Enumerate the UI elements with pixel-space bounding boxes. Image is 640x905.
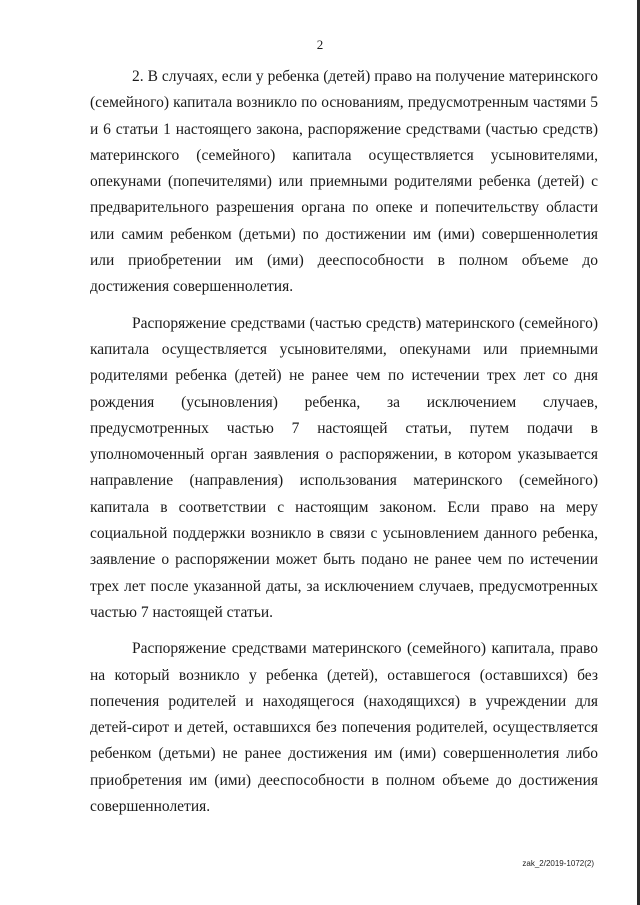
document-body <box>90 64 598 830</box>
paragraph-guardian-disposal: Распоряжение средствами (частью средств) материнского (семейного) капитала осуществляется усыновителями, опекунами или приемными родителями ребенка (детей) не ранее чем по истечении трех лет со дня рождения (усыновления) ребенка, за исключением случаев, предусмотренных частью 7 настоящей статьи, путем подачи в уполномоченный орган заявления о распоряжении, в котором указывается направление (направления) использования материнского (семейного) капитала в соответствии с настоящим законом. Если право на меру социальной поддержки возникло в связи с усыновлением данного ребенка, заявление о распоряжении может быть подано не ранее чем по истечении трех лет после указанной даты, за исключением случаев, предусмотренных частью 7 настоящей статьи. <box>90 314 598 621</box>
paragraph-orphan-disposal: Распоряжение средствами материнского (семейного) капитала, право на который возникло у ребенка (детей), оставшегося (оставшихся) без попечения родителей и находящегося (находящихся) в учреждении для детей-сирот и детей, оставшихся без попечения родителей, осуществляется ребенком (детьми) не ранее достижения им (ими) совершеннолетия либо приобретения им (ими) дееспособности в полном объеме до достижения совершеннолетия. <box>90 640 598 816</box>
paragraph-clause-2: 2. В случаях, если у ребенка (детей) право на получение материнского (семейного) капитала возникло по основаниям, предусмотренным частями 5 и 6 статьи 1 настоящего закона, распоряжение средствами (частью средств) материнского (семейного) капитала осуществляется усыновителями, опекунами (попечителями) или приемными родителями ребенка (детей) с предварительного разрешения органа по опеке и попечительству области или самим ребенком (детьми) по достижении им (ими) совершеннолетия или приобретении им (ими) дееспособности в полном объеме до достижения совершеннолетия. <box>90 68 598 296</box>
page-number: 2 <box>316 37 324 52</box>
document-code: zak_2/2019-1072(2) <box>522 859 594 868</box>
